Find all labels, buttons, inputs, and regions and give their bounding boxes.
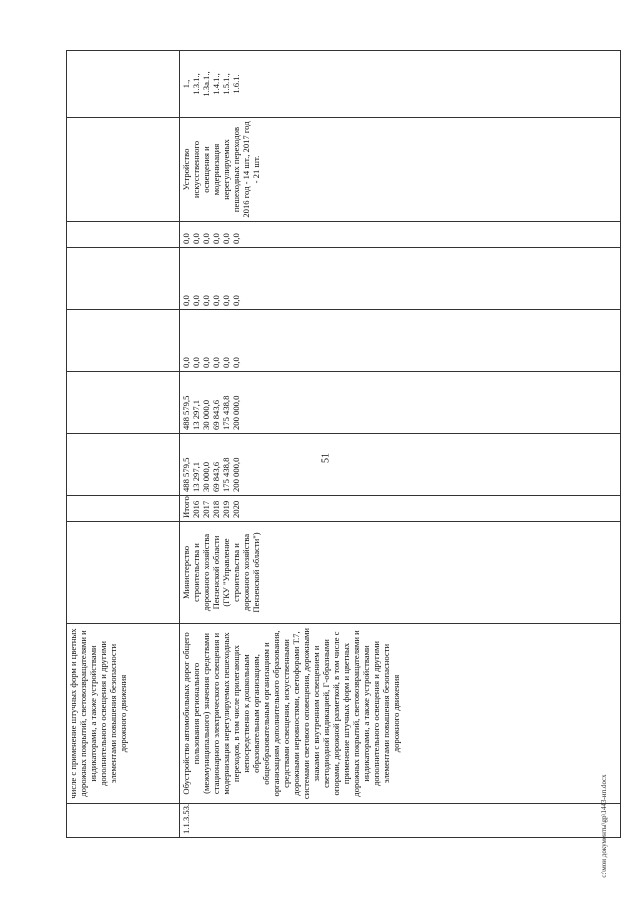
row-number: 1.1.3.53.: [180, 804, 621, 838]
row-indicators: 1., 1.3.1., 1.3а.1., 1.4.1., 1.5.1., 1.6.1.: [180, 51, 621, 118]
cell-empty: [67, 248, 180, 310]
rotated-table-wrapper: [66, 51, 621, 838]
row-result: Устройство искусственного освещения и модернизация нерегулируемых пешеходных переходов 2016 год - 14 шт., 2017 год - 21 шт.: [180, 118, 621, 222]
row-total-funding: 488 579,5 13 297,1 30 000,0 69 843,6 175 438,8 200 000,0: [180, 434, 621, 496]
cell-empty: [67, 496, 180, 522]
row-funding-b: 0,0 0,0 0,0 0,0 0,0 0,0: [180, 248, 621, 310]
page-number: 51: [320, 453, 332, 463]
row-years: Итого 2016 2017 2018 2019 2020: [180, 496, 621, 522]
row-executor: Министерство строительства и дорожного хозяйства Пензенской области (ГКУ "Управление строительства и дорожного хозяйства Пензенской области"): [180, 522, 621, 624]
cell-empty: [67, 434, 180, 496]
table-row: [180, 51, 621, 838]
cell-empty: [67, 222, 180, 248]
cell-empty: [67, 372, 180, 434]
cell-empty: [67, 804, 180, 838]
cell-empty: [67, 51, 180, 118]
program-table: [66, 50, 621, 838]
footer-path: c:\мои документы\gp\1443-ип.docx: [600, 774, 608, 878]
table-row: [67, 51, 180, 838]
row-regional-funding: 488 579,5 13 297,1 30 000,0 69 843,6 175 438,8 200 000,0: [180, 372, 621, 434]
cell-empty: [67, 310, 180, 372]
row-funding-a: 0,0 0,0 0,0 0,0 0,0 0,0: [180, 310, 621, 372]
top-row-description: числе с применение штучных форм и цветных дорожных покрытий, световозвращателями и индикаторами, а также устройствами дополнительного освещения и другими элементами повышения безопасности дорожного движения: [67, 624, 180, 804]
cell-empty: [67, 118, 180, 222]
row-description: Обустройство автомобильных дорог общего пользования регионального (межмуниципального) значения средствами стационарного электрического освещения и модернизация нерегулируемых пешеходных переходов, в том числе прилегающих непосредственно к дошкольным образовательным организациям, общеобразовательным организациям и организациям дополнительного образования, средствами освещения, искусственными дорожными неровностями, светофорами Т.7, системами светового оповещения, дорожными знаками с внутренним освещением и светодиодной индикацией, Г-образными опорами, дорожной разметкой, в том числе с применение штучных форм и цветных дорожных покрытий, световозвращателями и индикаторами, а также устройствами дополнительного освещения и другими элементами повышения безопасности дорожного движения: [180, 624, 621, 804]
cell-empty: [67, 522, 180, 624]
row-funding-c: 0,0 0,0 0,0 0,0 0,0 0,0: [180, 222, 621, 248]
